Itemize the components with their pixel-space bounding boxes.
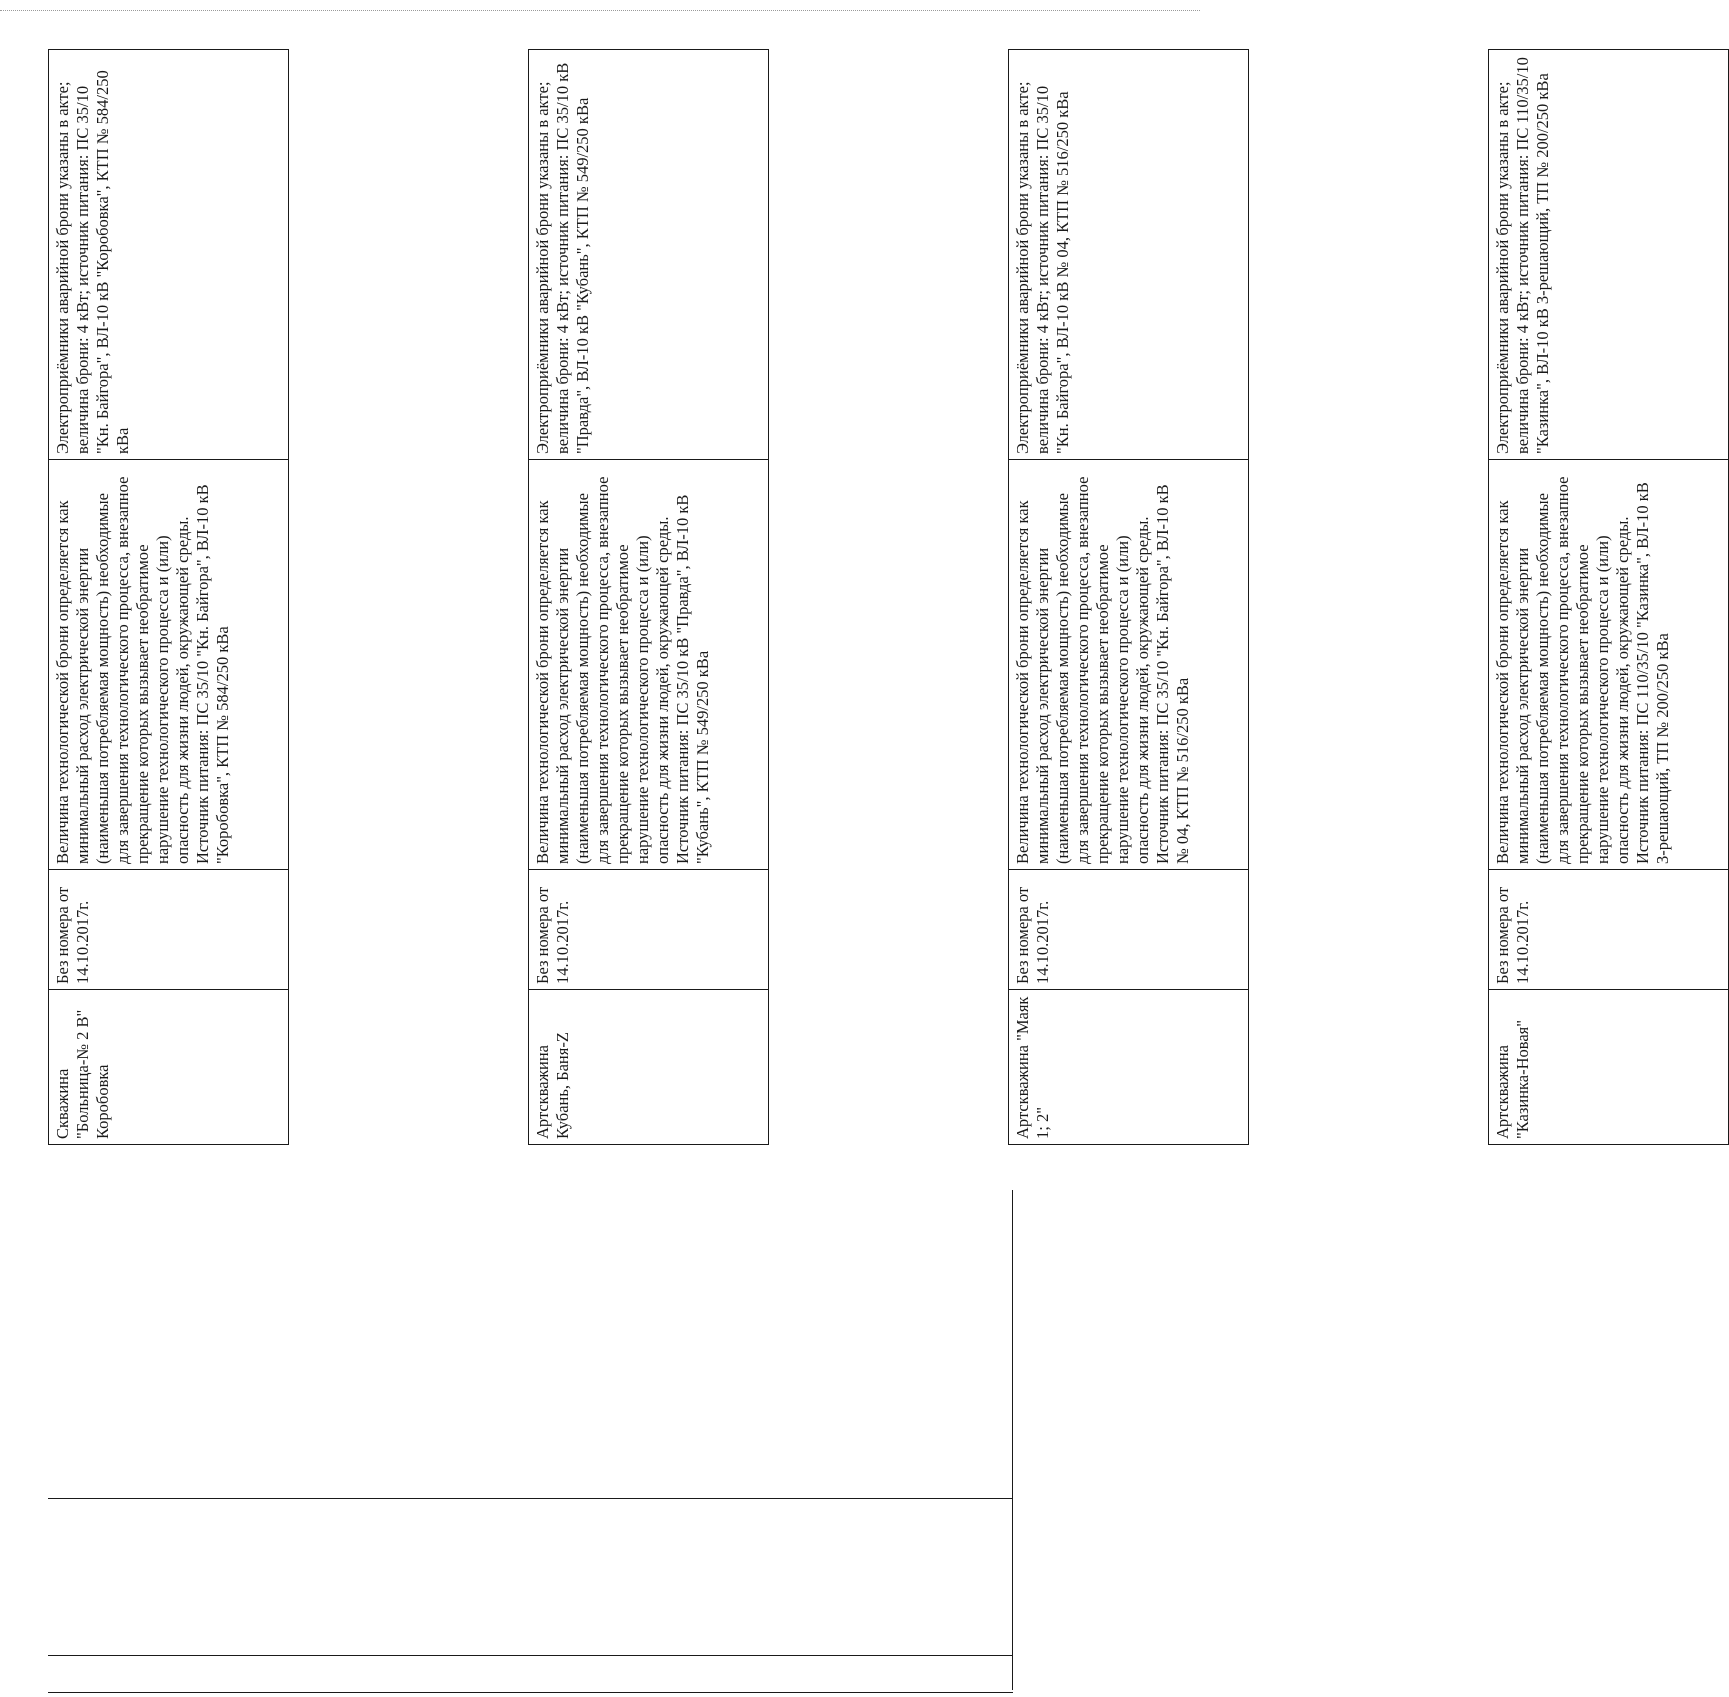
separator-line — [48, 1498, 1013, 1499]
tech-reserve-cell: Величина технологической брони определяется как минимальный расход электрической энергии (наименьшая потребляемая мощность) необходимые для завершения технологического процесса, внезапное прекращение которых вызывает необратимое нарушение технологического процесса и (или) опасность для жизни людей, окружающей среды. Источник питания: ПС 35/10 кВ "Правда", ВЛ-10 кВ "Кубань", КТП № 549/250 кВа — [529, 460, 769, 870]
table-row — [1489, 50, 1729, 1145]
scan-top-edge — [0, 0, 1200, 11]
row-gap — [1249, 50, 1489, 1145]
separator-line — [48, 1655, 1013, 1656]
emergency-reserve-cell: Электроприёмники аварийной брони указаны в акте; величина брони: 4 кВт; источник питания: ПС 35/10 "Кн. Байгора", ВЛ-10 кВ № 04, КТП № 516/250 кВа — [1009, 50, 1249, 460]
rotated-page — [48, 50, 1672, 1145]
row-gap — [289, 50, 529, 1145]
reserve-table — [48, 49, 1729, 1145]
separator-line — [48, 1692, 1013, 1693]
tech-reserve-cell: Величина технологической брони определяется как минимальный расход электрической энергии (наименьшая потребляемая мощность) необходимые для завершения технологического процесса, внезапное прекращение которых вызывает необратимое нарушение технологического процесса и (или) опасность для жизни людей, окружающей среды. Источник питания: ПС 110/35/10 "Казинка", ВЛ-10 кВ 3-решающий, ТП № 200/250 кВа — [1489, 460, 1729, 870]
table-row — [1009, 50, 1249, 1145]
emergency-reserve-cell: Электроприёмники аварийной брони указаны в акте; величина брони: 4 кВт; источник питания: ПС 35/10 кВ "Правда", ВЛ-10 кВ "Кубань", КТП № 549/250 кВа — [529, 50, 769, 460]
table-row — [49, 50, 289, 1145]
separator-line — [1012, 1190, 1013, 1690]
row-gap — [769, 50, 1009, 1145]
object-cell: Артскважина "Казинка-Новая" — [1489, 990, 1729, 1145]
object-cell: Артскважина "Маяк 1; 2" — [1009, 990, 1249, 1145]
object-cell: Артскважина Кубань, Баня-Z — [529, 990, 769, 1145]
tech-reserve-cell: Величина технологической брони определяется как минимальный расход электрической энергии (наименьшая потребляемая мощность) необходимые для завершения технологического процесса, внезапное прекращение которых вызывает необратимое нарушение технологического процесса и (или) опасность для жизни людей, окружающей среды. Источник питания: ПС 35/10 "Кн. Байгора", ВЛ-10 кВ "Коробовка", КТП № 584/250 кВа — [49, 460, 289, 870]
emergency-reserve-cell: Электроприёмники аварийной брони указаны в акте; величина брони: 4 кВт; источник питания: ПС 35/10 "Кн. Байгора", ВЛ-10 кВ "Коробовка", КТП № 584/250 кВа — [49, 50, 289, 460]
table-row — [529, 50, 769, 1145]
object-cell: Скважина "Больница-№ 2 В" Коробовка — [49, 990, 289, 1145]
tech-reserve-cell: Величина технологической брони определяется как минимальный расход электрической энергии (наименьшая потребляемая мощность) необходимые для завершения технологического процесса, внезапное прекращение которых вызывает необратимое нарушение технологического процесса и (или) опасность для жизни людей, окружающей среды. Источник питания: ПС 35/10 "Кн. Байгора", ВЛ-10 кВ № 04, КТП № 516/250 кВа — [1009, 460, 1249, 870]
act-cell: Без номера от 14.10.2017г. — [529, 870, 769, 990]
act-cell: Без номера от 14.10.2017г. — [1489, 870, 1729, 990]
act-cell: Без номера от 14.10.2017г. — [49, 870, 289, 990]
act-cell: Без номера от 14.10.2017г. — [1009, 870, 1249, 990]
emergency-reserve-cell: Электроприёмники аварийной брони указаны в акте; величина брони: 4 кВт; источник питания: ПС 110/35/10 "Казинка", ВЛ-10 кВ 3-решающий, ТП № 200/250 кВа — [1489, 50, 1729, 460]
